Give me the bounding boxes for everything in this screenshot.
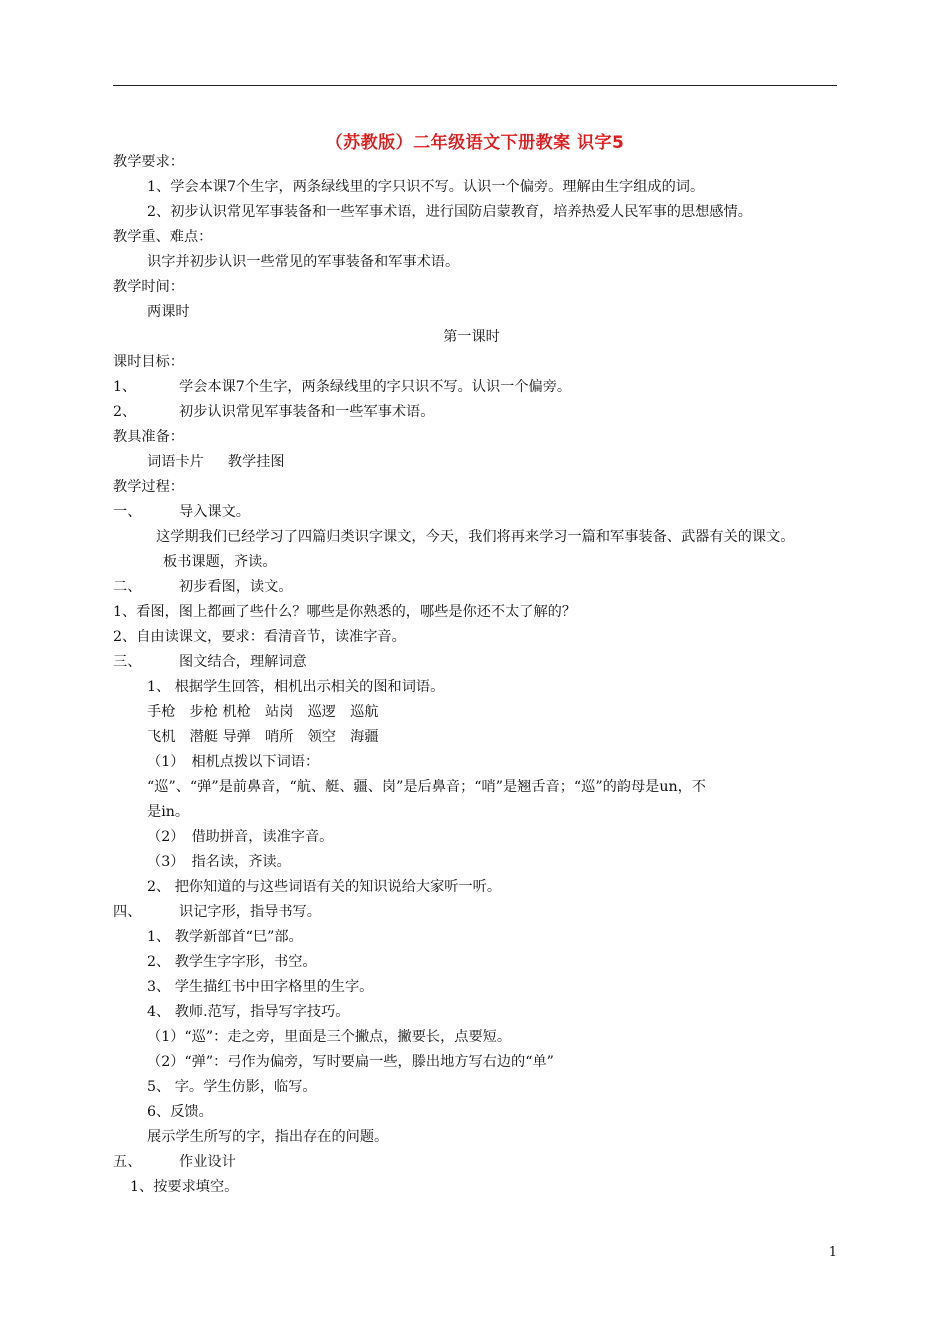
section-title: 图文结合，理解词意 bbox=[179, 654, 307, 670]
objective-text: 学会本课7个生字，两条绿线里的字只识不写。认识一个偏旁。 bbox=[179, 379, 572, 395]
section-title: 识记字形，指导书写。 bbox=[179, 904, 321, 920]
section-line: 4、 教师.范写，指导写字技巧。 bbox=[147, 1004, 350, 1020]
section-line: 2、自由读课文，要求：看清音节，读准字音。 bbox=[113, 629, 406, 645]
requirement-item: 2、初步认识常见军事装备和一些军事术语，进行国防启蒙教育，培养热爱人民军事的思想感情。 bbox=[147, 204, 752, 220]
page-number: 1 bbox=[828, 1245, 837, 1260]
section-line: “巡”、“弹”是前鼻音，“航、艇、疆、岗”是后鼻音；“哨”是翘舌音；“巡”的韵母是un，不 bbox=[147, 779, 706, 795]
word-list: 飞机 潜艇 导弹 哨所 领空 海疆 bbox=[147, 729, 379, 745]
tool-item: 教学挂图 bbox=[227, 454, 285, 470]
section-heading bbox=[113, 500, 840, 525]
header-rule bbox=[113, 85, 837, 86]
word-list: 手枪 步枪 机枪 站岗 巡逻 巡航 bbox=[147, 704, 379, 720]
section-line: 板书课题，齐读。 bbox=[163, 554, 277, 570]
section-line: 展示学生所写的字，指出存在的问题。 bbox=[147, 1129, 389, 1145]
section-line: （2） 借助拼音，读准字音。 bbox=[147, 829, 334, 845]
section-title: 作业设计 bbox=[179, 1154, 236, 1170]
section-paragraph: 这学期我们已经学习了四篇归类识字课文，今天，我们将再来学习一篇和军事装备、武器有关的课文。 bbox=[156, 529, 795, 545]
section-line: 1、按要求填空。 bbox=[130, 1179, 239, 1195]
objective-num: 1、 bbox=[113, 379, 137, 395]
section-line: 1、 根据学生回答，相机出示相关的图和词语。 bbox=[147, 679, 445, 695]
section-num: 二、 bbox=[113, 579, 142, 595]
section-line: （2）“弹”：弓作为偏旁，写时要扁一些，滕出地方写右边的“单” bbox=[147, 1054, 554, 1070]
section-heading bbox=[113, 1150, 840, 1175]
key-points-text: 识字并初步认识一些常见的军事装备和军事术语。 bbox=[147, 254, 460, 270]
objective-text: 初步认识常见军事装备和一些军事术语。 bbox=[179, 404, 435, 420]
process-heading: 教学过程： bbox=[113, 479, 184, 495]
key-points-heading: 教学重、难点： bbox=[113, 229, 213, 245]
document-title: （苏教版）二年级语文下册教案 识字5 bbox=[325, 133, 625, 153]
section-line: 5、 字。学生仿影，临写。 bbox=[147, 1079, 317, 1095]
lesson-title: 第一课时 bbox=[443, 329, 500, 345]
tool-item: 词语卡片 bbox=[147, 454, 204, 470]
section-title: 初步看图，读文。 bbox=[179, 579, 293, 595]
section-line: 3、 学生描红书中田字格里的生字。 bbox=[147, 979, 374, 995]
section-line: 1、 教学新部首“巳”部。 bbox=[147, 929, 303, 945]
section-line: （1）“巡”：走之旁，里面是三个撇点，撇要长，点要短。 bbox=[147, 1029, 512, 1045]
requirements-heading: 教学要求： bbox=[113, 154, 184, 170]
objective-num: 2、 bbox=[113, 404, 137, 420]
section-num: 五、 bbox=[113, 1154, 142, 1170]
objective-item bbox=[113, 375, 840, 400]
section-heading bbox=[113, 650, 840, 675]
section-heading bbox=[113, 900, 840, 925]
section-num: 三、 bbox=[113, 654, 142, 670]
tools-heading: 教具准备： bbox=[113, 429, 184, 445]
time-text: 两课时 bbox=[147, 304, 190, 320]
document-body bbox=[113, 150, 840, 1200]
section-line: 6、反馈。 bbox=[147, 1104, 213, 1120]
section-num: 四、 bbox=[113, 904, 142, 920]
section-line: 是in。 bbox=[147, 804, 190, 820]
objectives-heading: 课时目标： bbox=[113, 354, 184, 370]
objective-item bbox=[113, 400, 840, 425]
tools-list bbox=[113, 450, 840, 475]
section-num: 一、 bbox=[113, 504, 142, 520]
section-line: 1、看图，图上都画了些什么？哪些是你熟悉的，哪些是你还不太了解的？ bbox=[113, 604, 577, 620]
section-line: 2、 教学生字字形，书空。 bbox=[147, 954, 317, 970]
section-line: （3） 指名读，齐读。 bbox=[147, 854, 291, 870]
section-title: 导入课文。 bbox=[179, 504, 250, 520]
section-line: 2、 把你知道的与这些词语有关的知识说给大家听一听。 bbox=[147, 879, 502, 895]
section-heading bbox=[113, 575, 840, 600]
time-heading: 教学时间： bbox=[113, 279, 184, 295]
section-line: （1） 相机点拨以下词语： bbox=[147, 754, 320, 770]
requirement-item: 1、学会本课7个生字，两条绿线里的字只识不写。认识一个偏旁。理解由生字组成的词。 bbox=[147, 179, 705, 195]
